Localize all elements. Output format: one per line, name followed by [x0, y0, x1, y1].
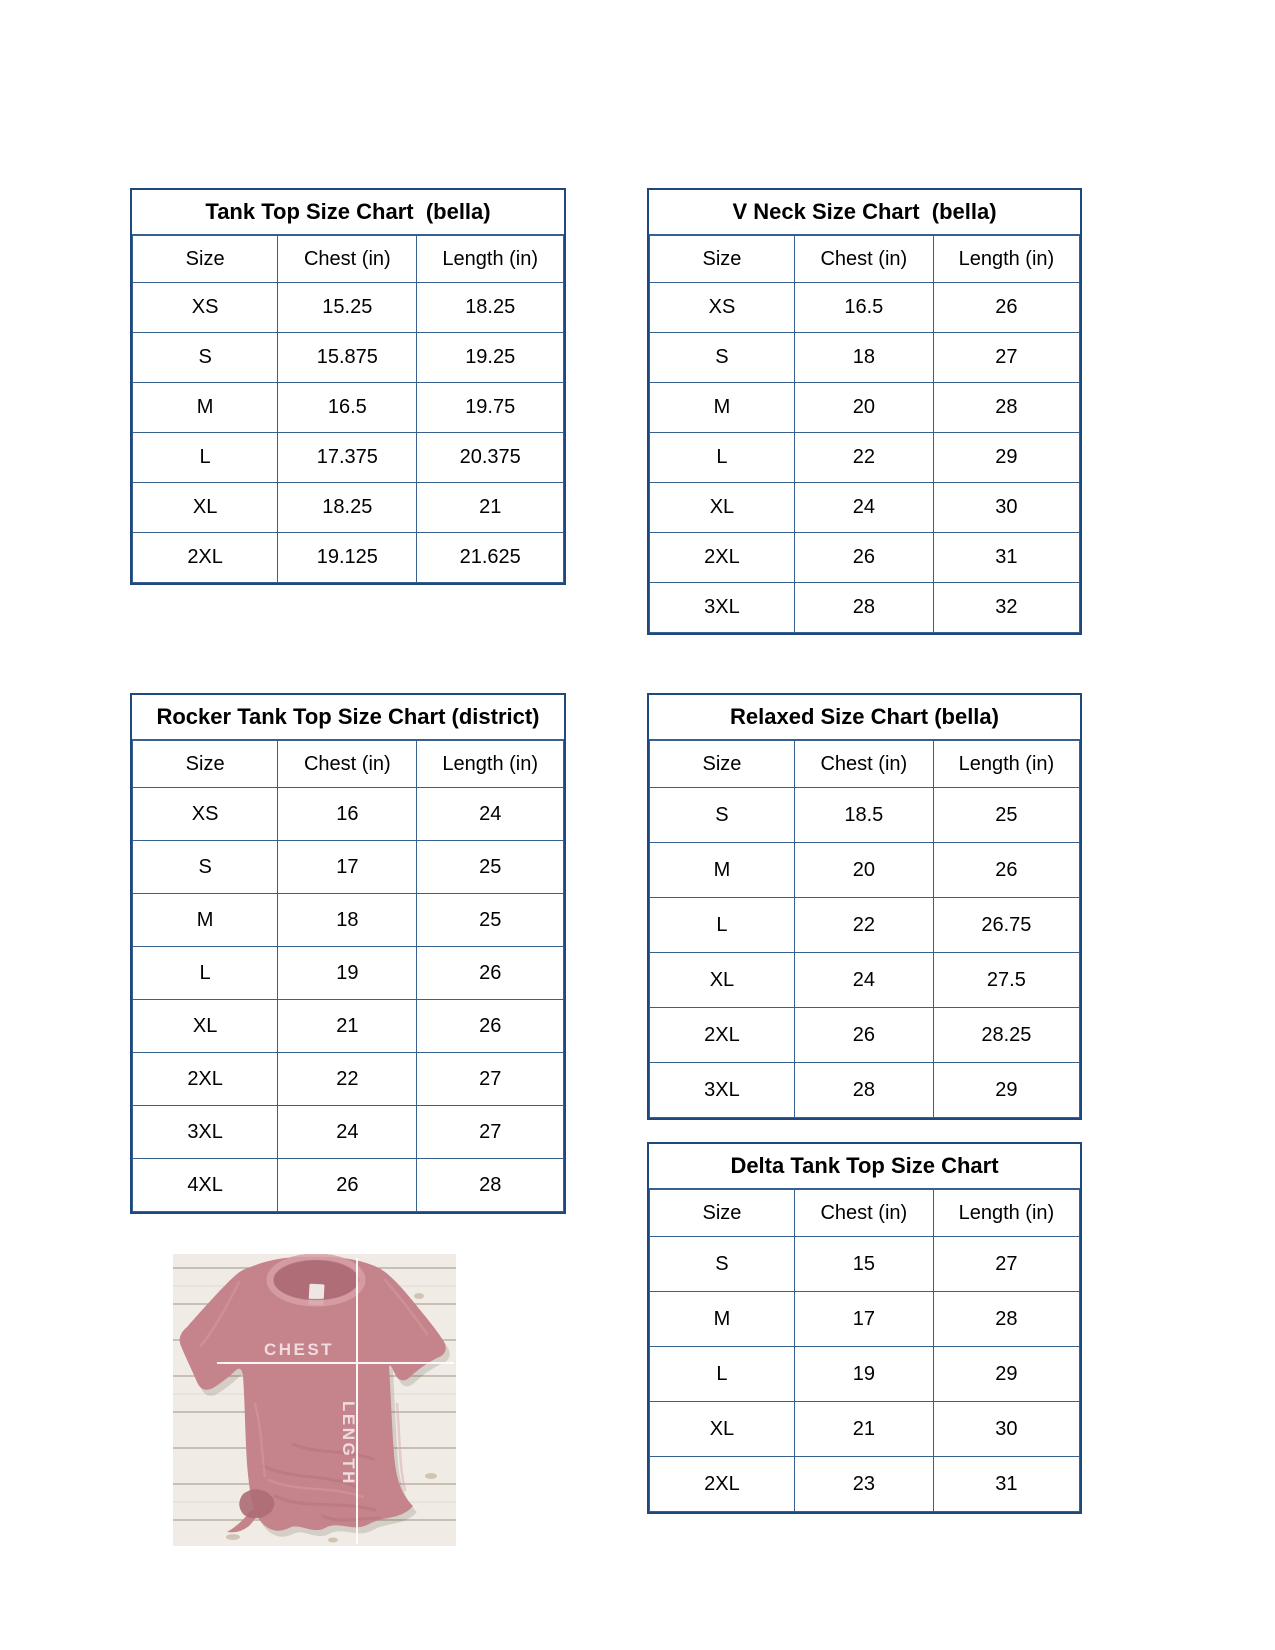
table-row: [650, 788, 1080, 843]
table-cell: XL: [650, 953, 795, 1008]
table-cell: XL: [133, 483, 278, 533]
length-label: LENGTH: [339, 1401, 358, 1486]
size-table-grid: [132, 235, 564, 583]
table-cell: 27: [933, 333, 1079, 383]
table-cell: 16.5: [278, 383, 417, 433]
table-cell: 28: [794, 1063, 933, 1118]
table-row: [133, 283, 564, 333]
table-row: [650, 433, 1080, 483]
table-cell: XL: [650, 483, 795, 533]
table-title: Relaxed Size Chart (bella): [649, 695, 1080, 740]
size-chart-tank-top-bella: [130, 188, 566, 585]
column-header-length: Length (in): [417, 236, 564, 283]
table-cell: S: [650, 788, 795, 843]
size-chart-relaxed-bella: [647, 693, 1082, 1120]
table-row: [650, 1402, 1080, 1457]
column-header-length: Length (in): [417, 741, 564, 788]
table-cell: 26: [417, 947, 564, 1000]
table-cell: 19: [794, 1347, 933, 1402]
table-cell: L: [650, 1347, 795, 1402]
table-row: [133, 894, 564, 947]
table-cell: 29: [933, 1063, 1079, 1118]
table-cell: 3XL: [650, 1063, 795, 1118]
column-header-length: Length (in): [933, 1190, 1079, 1237]
table-cell: 16.5: [794, 283, 933, 333]
table-title: Rocker Tank Top Size Chart (district): [132, 695, 564, 740]
table-cell: 15: [794, 1237, 933, 1292]
column-header-chest: Chest (in): [278, 741, 417, 788]
table-title: V Neck Size Chart (bella): [649, 190, 1080, 235]
table-cell: 23: [794, 1457, 933, 1512]
size-table-grid: [649, 235, 1080, 633]
table-row: [133, 947, 564, 1000]
table-row: [650, 583, 1080, 633]
table-row: [133, 333, 564, 383]
table-row: [650, 1292, 1080, 1347]
table-cell: 24: [794, 483, 933, 533]
table-row: [650, 898, 1080, 953]
table-row: [650, 533, 1080, 583]
table-cell: 18.5: [794, 788, 933, 843]
table-cell: 15.875: [278, 333, 417, 383]
table-row: [133, 788, 564, 841]
table-cell: L: [133, 433, 278, 483]
size-table-grid: [132, 740, 564, 1212]
table-cell: XL: [650, 1402, 795, 1457]
table-cell: L: [650, 433, 795, 483]
table-cell: XS: [650, 283, 795, 333]
size-chart-delta-tank-top: [647, 1142, 1082, 1514]
table-cell: 3XL: [133, 1106, 278, 1159]
table-row: [133, 433, 564, 483]
table-cell: 26: [933, 843, 1079, 898]
table-cell: M: [133, 383, 278, 433]
table-cell: 22: [794, 898, 933, 953]
table-row: [133, 533, 564, 583]
table-cell: 30: [933, 483, 1079, 533]
table-cell: XS: [133, 788, 278, 841]
tshirt-measurement-photo: [173, 1254, 456, 1546]
table-cell: 31: [933, 533, 1079, 583]
table-row: [650, 283, 1080, 333]
table-cell: 21.625: [417, 533, 564, 583]
table-cell: 17.375: [278, 433, 417, 483]
table-cell: 24: [794, 953, 933, 1008]
table-cell: XL: [133, 1000, 278, 1053]
size-table-grid: [649, 1189, 1080, 1512]
table-cell: 17: [278, 841, 417, 894]
table-cell: 26: [933, 283, 1079, 333]
column-header-size: Size: [133, 236, 278, 283]
table-cell: 4XL: [133, 1159, 278, 1212]
table-cell: 27: [417, 1053, 564, 1106]
table-cell: 26: [417, 1000, 564, 1053]
table-row: [133, 483, 564, 533]
table-row: [133, 1159, 564, 1212]
table-cell: 19.75: [417, 383, 564, 433]
table-cell: 24: [278, 1106, 417, 1159]
column-header-length: Length (in): [933, 236, 1079, 283]
tshirt-photo-graphic: [173, 1254, 456, 1546]
table-cell: M: [650, 843, 795, 898]
table-cell: 30: [933, 1402, 1079, 1457]
table-cell: M: [133, 894, 278, 947]
table-cell: 25: [933, 788, 1079, 843]
table-cell: 27: [417, 1106, 564, 1159]
table-cell: 19.25: [417, 333, 564, 383]
column-header-chest: Chest (in): [794, 741, 933, 788]
table-cell: 22: [278, 1053, 417, 1106]
table-cell: 28: [794, 583, 933, 633]
table-cell: 2XL: [650, 1008, 795, 1063]
table-cell: 21: [417, 483, 564, 533]
table-cell: 20.375: [417, 433, 564, 483]
table-cell: 2XL: [133, 533, 278, 583]
table-cell: 21: [278, 1000, 417, 1053]
table-row: [650, 1237, 1080, 1292]
table-cell: 19.125: [278, 533, 417, 583]
column-header-size: Size: [650, 741, 795, 788]
table-cell: 17: [794, 1292, 933, 1347]
table-cell: 16: [278, 788, 417, 841]
table-row: [650, 1063, 1080, 1118]
table-cell: 2XL: [133, 1053, 278, 1106]
table-cell: 21: [794, 1402, 933, 1457]
table-cell: S: [133, 333, 278, 383]
table-row: [650, 483, 1080, 533]
table-header-row: [133, 741, 564, 788]
column-header-size: Size: [133, 741, 278, 788]
table-cell: 26.75: [933, 898, 1079, 953]
table-cell: 18.25: [278, 483, 417, 533]
table-cell: 25: [417, 841, 564, 894]
table-cell: 24: [417, 788, 564, 841]
column-header-chest: Chest (in): [278, 236, 417, 283]
table-row: [650, 843, 1080, 898]
table-cell: M: [650, 1292, 795, 1347]
table-cell: 32: [933, 583, 1079, 633]
size-chart-v-neck-bella: [647, 188, 1082, 635]
table-cell: 26: [794, 533, 933, 583]
table-row: [650, 1347, 1080, 1402]
table-cell: 28: [933, 1292, 1079, 1347]
table-row: [650, 383, 1080, 433]
table-cell: L: [133, 947, 278, 1000]
table-row: [133, 1106, 564, 1159]
table-cell: M: [650, 383, 795, 433]
table-cell: 2XL: [650, 1457, 795, 1512]
table-cell: 28: [933, 383, 1079, 433]
table-cell: 3XL: [650, 583, 795, 633]
column-header-size: Size: [650, 1190, 795, 1237]
table-cell: S: [133, 841, 278, 894]
table-cell: 28: [417, 1159, 564, 1212]
table-cell: 26: [278, 1159, 417, 1212]
table-cell: 25: [417, 894, 564, 947]
table-title: Delta Tank Top Size Chart: [649, 1144, 1080, 1189]
table-cell: 18: [278, 894, 417, 947]
column-header-size: Size: [650, 236, 795, 283]
table-header-row: [133, 236, 564, 283]
table-cell: 29: [933, 1347, 1079, 1402]
table-cell: 31: [933, 1457, 1079, 1512]
table-row: [133, 841, 564, 894]
table-cell: 28.25: [933, 1008, 1079, 1063]
table-cell: 18: [794, 333, 933, 383]
table-cell: 15.25: [278, 283, 417, 333]
table-cell: 19: [278, 947, 417, 1000]
table-cell: 2XL: [650, 533, 795, 583]
table-row: [650, 953, 1080, 1008]
table-cell: 29: [933, 433, 1079, 483]
table-cell: S: [650, 1237, 795, 1292]
table-cell: 22: [794, 433, 933, 483]
table-row: [133, 383, 564, 433]
table-cell: 27: [933, 1237, 1079, 1292]
table-row: [133, 1000, 564, 1053]
size-chart-rocker-tank-top-district: [130, 693, 566, 1214]
table-cell: 20: [794, 843, 933, 898]
column-header-length: Length (in): [933, 741, 1079, 788]
table-row: [650, 1457, 1080, 1512]
size-table-grid: [649, 740, 1080, 1118]
table-cell: 18.25: [417, 283, 564, 333]
table-title: Tank Top Size Chart (bella): [132, 190, 564, 235]
table-row: [133, 1053, 564, 1106]
table-cell: L: [650, 898, 795, 953]
column-header-chest: Chest (in): [794, 1190, 933, 1237]
table-header-row: [650, 741, 1080, 788]
column-header-chest: Chest (in): [794, 236, 933, 283]
table-cell: 20: [794, 383, 933, 433]
table-cell: 26: [794, 1008, 933, 1063]
table-row: [650, 1008, 1080, 1063]
table-cell: S: [650, 333, 795, 383]
collar: [270, 1257, 362, 1305]
table-header-row: [650, 1190, 1080, 1237]
table-header-row: [650, 236, 1080, 283]
table-cell: XS: [133, 283, 278, 333]
table-row: [650, 333, 1080, 383]
table-cell: 27.5: [933, 953, 1079, 1008]
chest-label: CHEST: [263, 1340, 335, 1359]
